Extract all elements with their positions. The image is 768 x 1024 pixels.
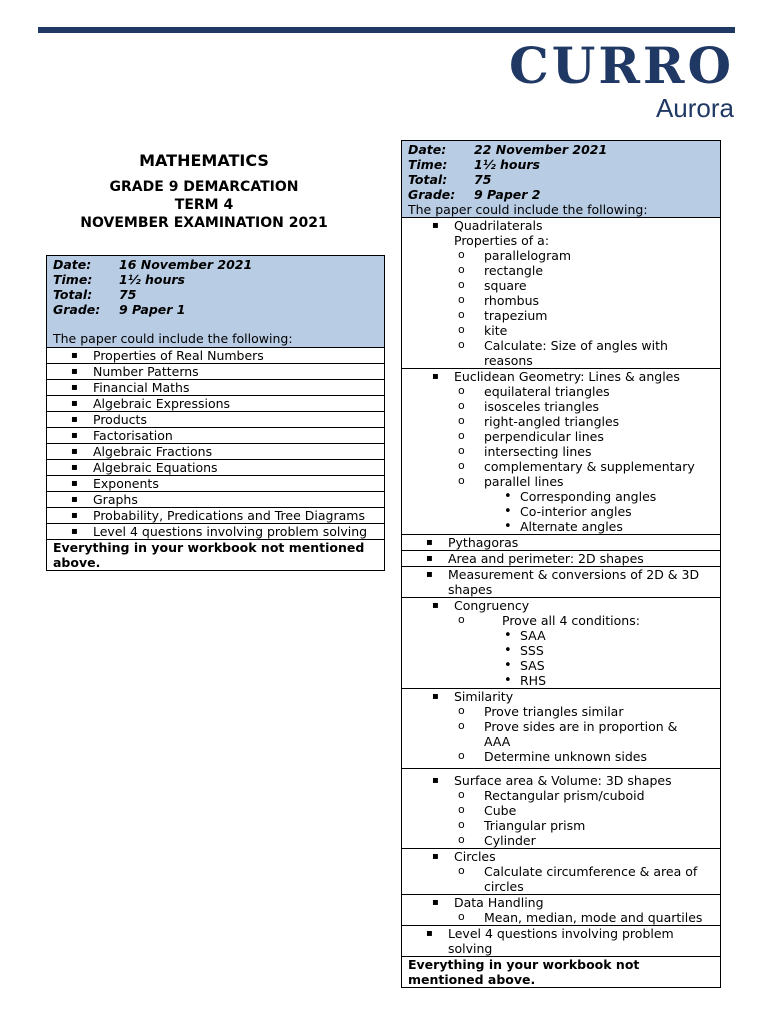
list-item: ▪ Probability, Predications and Tree Diagrams [47, 508, 385, 524]
paper2-header [402, 141, 721, 218]
grade-value: 9 Paper 2 [474, 187, 541, 202]
time-label: Time: [53, 272, 93, 287]
date-value: 22 November 2021 [474, 142, 608, 157]
list-item: o kite [408, 323, 714, 338]
list-item: o rectangle [408, 263, 714, 278]
list-item: ▪ Number Patterns [47, 364, 385, 380]
list-item: ▪ Financial Maths [47, 380, 385, 396]
section-title: ▪ Congruency [408, 598, 714, 613]
sub-list-item: • Corresponding angles [408, 489, 714, 504]
sub-list-item: • SSS [408, 643, 714, 658]
title-line-1: GRADE 9 DEMARCATION [109, 179, 299, 195]
header-rule [38, 27, 735, 33]
title-line-2: TERM 4 [174, 197, 234, 213]
list-item: o Prove sides are in proportion & AAA [408, 719, 714, 749]
sub-list-item: • Alternate angles [408, 519, 714, 534]
list-item: o Calculate circumference & area of circles [408, 864, 714, 894]
paper2-time-row [408, 157, 714, 172]
date-label: Date: [53, 257, 92, 272]
section-title: ▪ Euclidean Geometry: Lines & angles [408, 369, 714, 384]
list-item: o Determine unknown sides [408, 749, 714, 764]
list-item: ▪ Algebraic Equations [47, 460, 385, 476]
list-item: o complementary & supplementary [408, 459, 714, 474]
list-item: o parallel lines [408, 474, 714, 489]
list-item: ▪ Algebraic Expressions [47, 396, 385, 412]
list-item: ▪ Level 4 questions involving problem solving [47, 524, 385, 540]
area-row: ▪ Area and perimeter: 2D shapes [402, 551, 721, 567]
data-handling-section [402, 895, 721, 926]
list-item: ▪ Properties of Real Numbers [47, 348, 385, 364]
list-item: o Prove triangles similar [408, 704, 714, 719]
congruency-section [402, 598, 721, 689]
document-titles [46, 150, 362, 232]
title-line-3: NOVEMBER EXAMINATION 2021 [80, 215, 328, 231]
total-label: Total: [53, 287, 93, 302]
subject-title: MATHEMATICS [139, 151, 269, 170]
grade-label: Grade: [408, 187, 456, 202]
time-value: 1½ hours [119, 272, 185, 287]
section-title: ▪ Quadrilaterals [408, 218, 714, 233]
section-title: ▪ Data Handling [408, 895, 714, 910]
paper2-grade-row [408, 187, 714, 202]
time-label: Time: [408, 157, 448, 172]
grade-label: Grade: [53, 302, 101, 317]
circles-section [402, 849, 721, 895]
total-value: 75 [474, 172, 492, 187]
list-item: ▪ Factorisation [47, 428, 385, 444]
list-item: o Cylinder [408, 833, 714, 848]
paper1-date-row [53, 257, 378, 272]
paper1-table [46, 255, 385, 571]
paper1-grade-row [53, 302, 378, 317]
prove-text: Prove all 4 conditions: [502, 613, 640, 628]
sub-list-item: • SAS [408, 658, 714, 673]
date-value: 16 November 2021 [119, 257, 253, 272]
paper1-header [47, 256, 385, 348]
list-item: o Cube [408, 803, 714, 818]
section-title: ▪ Surface area & Volume: 3D shapes [408, 773, 714, 788]
list-item: o right-angled triangles [408, 414, 714, 429]
list-item: o rhombus [408, 293, 714, 308]
list-item: ▪ Exponents [47, 476, 385, 492]
list-item: o equilateral triangles [408, 384, 714, 399]
list-item: ▪ Algebraic Fractions [47, 444, 385, 460]
pythagoras-row: ▪ Pythagoras [402, 535, 721, 551]
list-item: o intersecting lines [408, 444, 714, 459]
paper2-intro: The paper could include the following: [408, 202, 648, 217]
list-item: o perpendicular lines [408, 429, 714, 444]
paper1-total-row [53, 287, 378, 302]
grade-value: 9 Paper 1 [119, 302, 186, 317]
paper1-time-row [53, 272, 378, 287]
logo-main-text: CURRO [508, 36, 734, 95]
curro-logo [508, 36, 740, 128]
paper2-table [401, 140, 721, 988]
quadrilaterals-section [402, 218, 721, 369]
euclidean-section [402, 369, 721, 535]
list-item: o square [408, 278, 714, 293]
paper2-date-row [408, 142, 714, 157]
paper2-total-row [408, 172, 714, 187]
sub-list-item: • Co-interior angles [408, 504, 714, 519]
similarity-section [402, 689, 721, 769]
section-subtitle: Properties of a: [454, 233, 550, 248]
list-item [408, 613, 714, 628]
list-item: o Rectangular prism/cuboid [408, 788, 714, 803]
measurement-row: ▪ Measurement & conversions of 2D & 3D shapes [402, 567, 721, 598]
logo-sub-text: Aurora [655, 93, 734, 123]
sub-list-item: • SAA [408, 628, 714, 643]
section-title: ▪ Similarity [408, 689, 714, 704]
list-item: o Triangular prism [408, 818, 714, 833]
date-label: Date: [408, 142, 447, 157]
list-item: o Mean, median, mode and quartiles [408, 910, 714, 925]
total-value: 75 [119, 287, 137, 302]
list-item: o trapezium [408, 308, 714, 323]
list-item: ▪ Graphs [47, 492, 385, 508]
level4-row: ▪ Level 4 questions involving problem solving [402, 926, 721, 957]
paper1-footer: Everything in your workbook not mentioned above. [47, 540, 385, 571]
list-item: ▪ Products [47, 412, 385, 428]
time-value: 1½ hours [474, 157, 540, 172]
paper1-intro: The paper could include the following: [53, 331, 293, 346]
surface-volume-section [402, 769, 721, 849]
list-item: o parallelogram [408, 248, 714, 263]
total-label: Total: [408, 172, 448, 187]
list-item: o isosceles triangles [408, 399, 714, 414]
list-item: o Calculate: Size of angles with reasons [408, 338, 714, 368]
section-title: ▪ Circles [408, 849, 714, 864]
paper2-footer: Everything in your workbook not mentioned above. [402, 957, 721, 988]
sub-list-item: • RHS [408, 673, 714, 688]
